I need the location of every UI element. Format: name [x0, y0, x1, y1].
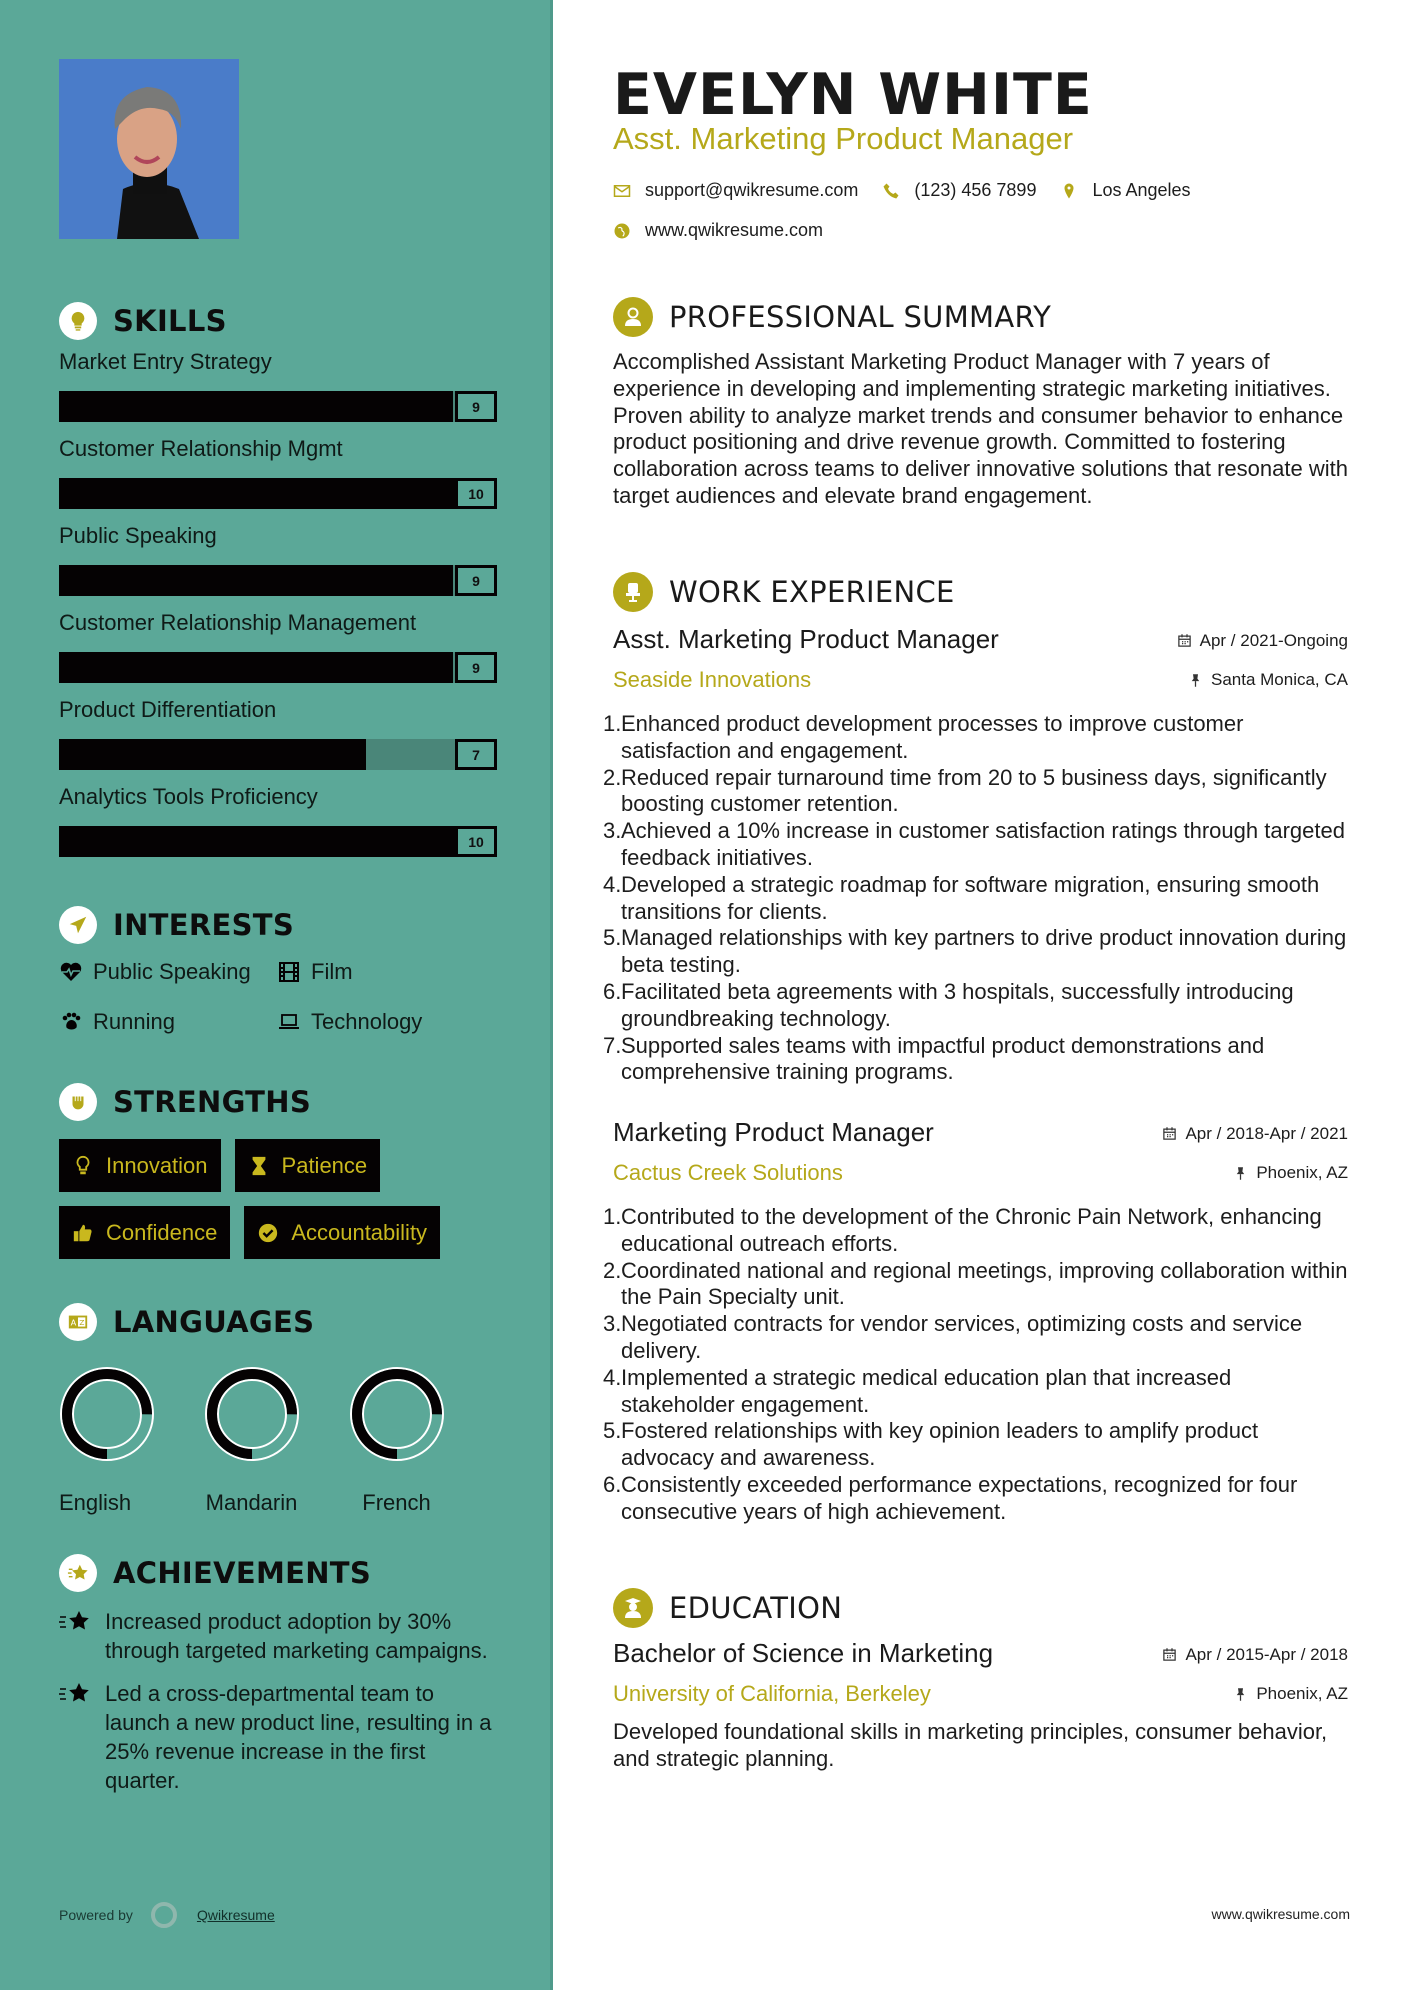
- contact-email[interactable]: support@qwikresume.com: [645, 180, 859, 200]
- skill-item: [59, 521, 499, 596]
- language-ring-chart: [59, 1366, 155, 1462]
- skill-bar: [59, 739, 497, 770]
- phone-icon: [882, 182, 900, 200]
- strength-accountability: Accountability: [244, 1206, 440, 1259]
- skill-score: 9: [455, 652, 497, 683]
- calendar-icon: [1162, 1126, 1177, 1141]
- lightbulb-icon: [59, 302, 97, 340]
- job-bullet: 5. Managed relationships with key partners to drive product innovation during beta testing.: [603, 925, 1347, 978]
- achievement-item: Increased product adoption by 30% through targeted marketing campaigns.: [59, 1607, 499, 1665]
- job-title: Asst. Marketing Product Manager: [613, 624, 999, 654]
- job-title: Marketing Product Manager: [613, 1117, 934, 1147]
- job-entry-2: [603, 1117, 1348, 1526]
- education-heading: EDUCATION: [669, 1591, 843, 1625]
- job-bullet: 1. Enhanced product development processes to improve customer satisfaction and engagement.: [603, 711, 1244, 763]
- job-bullet: 5. Fostered relationships with key opinion leaders to amplify product advocacy and awareness.: [603, 1418, 1259, 1471]
- degree-title: Bachelor of Science in Marketing: [613, 1638, 994, 1668]
- skill-name: Market Entry Strategy: [59, 349, 272, 374]
- contact-location: Los Angeles: [1092, 180, 1191, 200]
- education-location: Phoenix, AZ: [1233, 1684, 1348, 1704]
- laptop-icon: [277, 1010, 301, 1034]
- education-description: Developed foundational skills in marketing principles, consumer behavior, and strategic planning.: [613, 1719, 1328, 1771]
- job-dates: Apr / 2021-Ongoing: [1177, 631, 1348, 651]
- skill-score: 9: [455, 565, 497, 596]
- strength-confidence: Confidence: [59, 1206, 230, 1259]
- svg-text:A: A: [70, 1317, 77, 1328]
- pushpin-icon: [1233, 1166, 1248, 1181]
- job-bullet: 1. Contributed to the development of the Chronic Pain Network, enhancing educational outreach efforts.: [603, 1204, 1322, 1256]
- skill-score: 10: [455, 478, 497, 509]
- languages-heading: LANGUAGES: [113, 1305, 315, 1339]
- qwikresume-logo-icon: [151, 1902, 177, 1928]
- interest-public-speaking: Public Speaking: [59, 957, 277, 987]
- strength-patience: Patience: [235, 1139, 381, 1192]
- job-bullet: 3. Achieved a 10% increase in customer satisfaction ratings through targeted feedback initiatives.: [603, 818, 1345, 870]
- job-company: Cactus Creek Solutions: [613, 1160, 843, 1185]
- skill-name: Customer Relationship Management: [59, 610, 417, 635]
- user-icon: [613, 297, 653, 337]
- skill-item: [59, 434, 499, 509]
- star-icon: [59, 1681, 91, 1707]
- summary-header: [613, 297, 1051, 337]
- education-entry: [613, 1638, 1348, 1773]
- summary-heading: PROFESSIONAL SUMMARY: [669, 300, 1052, 334]
- job-bullet: 7. Supported sales teams with impactful product demonstrations and comprehensive training programs.: [603, 1032, 1265, 1085]
- language-ring-chart: [349, 1366, 445, 1462]
- skill-bar: [59, 478, 497, 509]
- main-content: [553, 0, 1407, 1990]
- check-circle-icon: [257, 1222, 279, 1244]
- candidate-title: Asst. Marketing Product Manager: [613, 121, 1074, 156]
- skill-score: 9: [455, 391, 497, 422]
- interests-heading: INTERESTS: [113, 908, 295, 942]
- sidebar: [0, 0, 553, 1990]
- pushpin-icon: [1188, 673, 1203, 688]
- job-bullet: 3. Negotiated contracts for vendor services, optimizing costs and service delivery.: [603, 1311, 1303, 1363]
- achievements-heading: ACHIEVEMENTS: [113, 1556, 372, 1590]
- job-location: Phoenix, AZ: [1233, 1163, 1348, 1183]
- language-name: French: [362, 1490, 431, 1515]
- skill-item: [59, 608, 499, 683]
- skill-bar-fill: [59, 478, 497, 509]
- svg-text:Z: Z: [79, 1318, 85, 1328]
- interests-section: [59, 905, 499, 1037]
- skill-name: Analytics Tools Proficiency: [59, 784, 318, 809]
- job-company: Seaside Innovations: [613, 667, 812, 692]
- job-bullet: 6. Facilitated beta agreements with 3 hospitals, successfully introducing groundbreaking technology.: [603, 978, 1294, 1031]
- experience-heading: WORK EXPERIENCE: [669, 575, 955, 609]
- skill-bar-fill: [59, 391, 453, 422]
- language-name: English: [59, 1490, 132, 1515]
- achievement-item: Led a cross-departmental team to launch a new product line, resulting in a 25% revenue increase in the first quarter.: [59, 1679, 499, 1795]
- strength-innovation: Innovation: [59, 1139, 221, 1192]
- skill-name: Customer Relationship Mgmt: [59, 436, 343, 461]
- fist-icon: [59, 1083, 97, 1121]
- lightbulb-icon: [72, 1155, 94, 1177]
- paper-plane-icon: [59, 906, 97, 944]
- skill-name: Public Speaking: [59, 523, 217, 548]
- skill-name: Product Differentiation: [59, 697, 277, 722]
- contact-row: [613, 180, 1191, 201]
- skill-item: [59, 695, 499, 770]
- interest-technology: Technology: [277, 1007, 477, 1037]
- graduate-icon: [613, 1588, 653, 1628]
- skill-bar: [59, 391, 497, 422]
- film-icon: [277, 960, 301, 984]
- paw-icon: [59, 1010, 83, 1034]
- job-bullet: 4. Developed a strategic roadmap for software migration, ensuring smooth transitions for clients.: [603, 871, 1320, 924]
- envelope-icon: [613, 182, 631, 200]
- website-row: [613, 220, 823, 241]
- skill-bar: [59, 826, 497, 857]
- skills-section: [59, 301, 499, 857]
- education-dates: Apr / 2015-Apr / 2018: [1162, 1645, 1348, 1665]
- profile-photo: [59, 59, 239, 239]
- skill-score: 10: [455, 826, 497, 857]
- strengths-section: [59, 1082, 499, 1259]
- job-location: Santa Monica, CA: [1188, 670, 1348, 690]
- contact-website[interactable]: www.qwikresume.com: [645, 220, 824, 240]
- footer-website[interactable]: www.qwikresume.com: [1211, 1906, 1350, 1922]
- calendar-icon: [1177, 633, 1192, 648]
- skill-item: [59, 782, 499, 857]
- map-pin-icon: [1060, 182, 1078, 200]
- summary-text: Accomplished Assistant Marketing Product Manager with 7 years of experience in developing and implementing strategic marketing initiatives. Proven ability to analyze market trends and consumer behavior to enhance product positioning and drive revenue growth. Committed to fostering collaboration across teams to deliver innovative solutions that resonate with target audiences and elevate brand engagement.: [613, 349, 1348, 508]
- star-icon: [59, 1554, 97, 1592]
- strengths-heading: STRENGTHS: [113, 1085, 312, 1119]
- language-ring-chart: [204, 1366, 300, 1462]
- language-icon: [59, 1303, 97, 1341]
- skill-bar-fill: [59, 739, 366, 770]
- powered-by: Powered by Qwikresume: [59, 1902, 275, 1928]
- achievements-section: [59, 1553, 499, 1795]
- skill-item: [59, 347, 499, 422]
- contact-phone[interactable]: (123) 456 7899: [914, 180, 1037, 200]
- office-chair-icon: [613, 572, 653, 612]
- skills-heading: SKILLS: [113, 304, 227, 338]
- interest-running: Running: [59, 1007, 277, 1037]
- hourglass-icon: [248, 1155, 270, 1177]
- school-name: University of California, Berkeley: [613, 1681, 931, 1706]
- skill-bar-fill: [59, 565, 453, 596]
- interest-film: Film: [277, 957, 477, 987]
- job-bullet: 4. Implemented a strategic medical education plan that increased stakeholder engagement.: [603, 1364, 1232, 1417]
- skill-bar-fill: [59, 652, 453, 683]
- heartbeat-icon: [59, 960, 83, 984]
- language-item: [324, 1366, 469, 1516]
- languages-section: [59, 1302, 499, 1516]
- candidate-name: EVELYN WHITE: [613, 62, 1093, 128]
- skill-bar: [59, 652, 497, 683]
- calendar-icon: [1162, 1647, 1177, 1662]
- thumbs-up-icon: [72, 1222, 94, 1244]
- experience-header: [613, 572, 955, 612]
- job-bullet: 2. Reduced repair turnaround time from 20 to 5 business days, significantly boosting customer retention.: [603, 764, 1327, 817]
- skill-bar-fill: [59, 826, 497, 857]
- star-icon: [59, 1609, 91, 1635]
- skill-score: 7: [455, 739, 497, 770]
- language-name: Mandarin: [205, 1490, 298, 1515]
- qwikresume-link[interactable]: Qwikresume: [196, 1907, 275, 1923]
- job-bullet: 6. Consistently exceeded performance expectations, recognized for four consecutive years of high achievement.: [603, 1471, 1298, 1524]
- pushpin-icon: [1233, 1687, 1248, 1702]
- job-bullet: 2. Coordinated national and regional meetings, improving collaboration within the Pain Specialty unit.: [603, 1257, 1348, 1310]
- language-item: [179, 1366, 324, 1516]
- portrait-image: [59, 59, 239, 239]
- education-header: [613, 1588, 842, 1628]
- job-entry-1: [603, 624, 1348, 1086]
- language-item: [59, 1366, 179, 1516]
- skill-bar: [59, 565, 497, 596]
- job-dates: Apr / 2018-Apr / 2021: [1162, 1124, 1348, 1144]
- globe-icon: [613, 222, 631, 240]
